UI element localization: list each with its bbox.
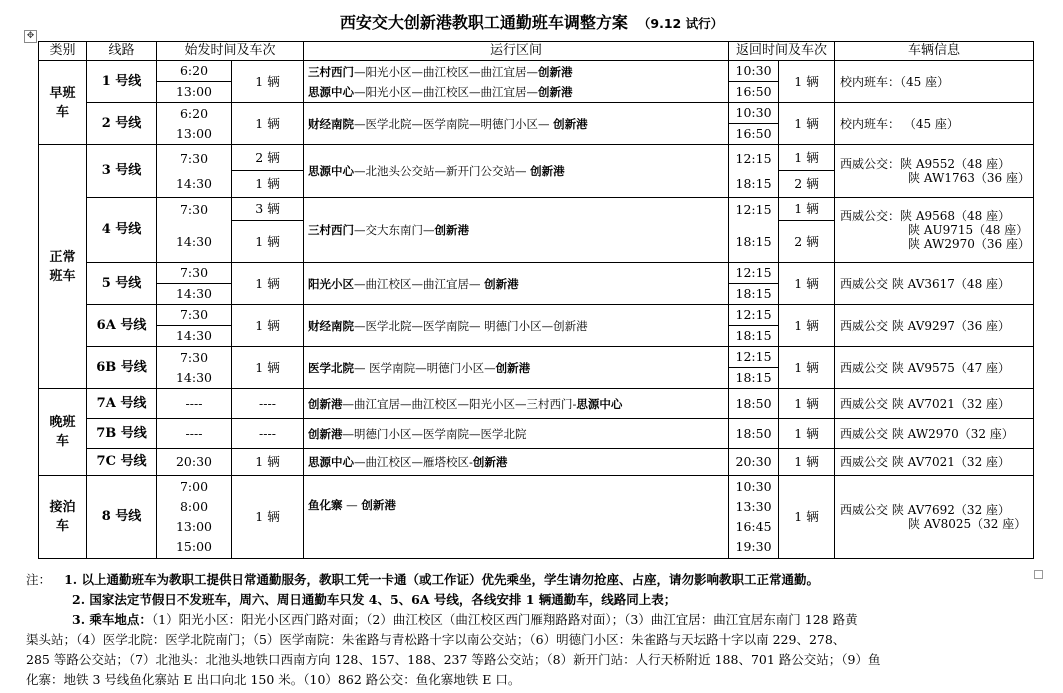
count-cell: 2 辆 [779, 220, 834, 262]
header-category: 类别 [39, 42, 87, 61]
category-normal: 正常 班车 [39, 145, 87, 389]
departure-counts [232, 145, 304, 198]
return-times [729, 305, 779, 347]
vehicle-line: 陕 AW2970（36 座） [908, 237, 1030, 251]
departure-times [157, 347, 232, 389]
table-row [39, 449, 1034, 476]
route-cell: 创新港—曲江宜居—曲江校区—阳光小区—三村西门-思源中心 [304, 389, 729, 419]
departure-count: 1 辆 [232, 305, 304, 347]
departure-count: 1 辆 [232, 61, 304, 103]
return-count: 1 辆 [779, 61, 835, 103]
time-cell: 16:50 [729, 81, 778, 102]
line-name: 6B 号线 [87, 347, 157, 389]
time-cell: 7:30 [179, 150, 209, 166]
route-cell: 医学北院— 医学南院—明德门小区—创新港 [304, 347, 729, 389]
table-row [39, 61, 1034, 103]
time-cell: 12:15 [735, 150, 772, 166]
line-name: 1 号线 [87, 61, 157, 103]
time-cell: 14:30 [157, 283, 231, 304]
title-trial-note: （9.12 试行） [637, 16, 724, 31]
time-cell: 18:15 [729, 325, 778, 346]
time-cell: 10:30 [735, 63, 772, 78]
departure-times [157, 476, 232, 559]
return-times [729, 145, 779, 198]
line-name: 8 号线 [87, 476, 157, 559]
count-cell: 1 辆 [232, 170, 303, 197]
departure-count: 1 辆 [232, 449, 304, 476]
return-times [729, 103, 779, 145]
vehicle-info: 西威公交 陕 AV7021（32 座） [835, 389, 1034, 419]
departure-times [157, 61, 232, 103]
return-times [729, 198, 779, 263]
return-count: 1 辆 [779, 389, 835, 419]
category-evening: 晚班 车 [39, 389, 87, 476]
return-times [729, 61, 779, 103]
table-header-row [39, 42, 1034, 61]
vehicle-info: 西威公交 陕 AV9575（47 座） [835, 347, 1034, 389]
vehicle-line: 西威公交：陕 A9552（48 座） [840, 157, 1011, 171]
route-cell: 阳光小区—曲江校区—曲江宜居— 创新港 [304, 263, 729, 305]
route-line: 思源中心—阳光小区—曲江校区—曲江宜居—创新港 [308, 84, 573, 99]
time-cell: 10:30 [735, 105, 772, 120]
vehicle-line: 陕 AU9715（48 座） [908, 223, 1029, 237]
route-cell: 鱼化寨 — 创新港 [304, 476, 729, 559]
vehicle-line: 陕 AW1763（36 座） [908, 171, 1030, 185]
time-cell: 15:00 [175, 539, 213, 554]
note-2: 2. 国家法定节假日不发班车，周六、周日通勤车只发 4、5、6A 号线，各线安排 1 辆通勤车，线路同上表； [72, 592, 677, 607]
table-row [39, 476, 1034, 559]
departure-count: 1 辆 [232, 263, 304, 305]
route-cell: 创新港—明德门小区—医学南院—医学北院 [304, 419, 729, 449]
count-cell: 2 辆 [779, 170, 834, 197]
route-cell: 思源中心—曲江校区—雁塔校区-创新港 [304, 449, 729, 476]
vehicle-info [835, 198, 1034, 263]
count-cell: 1 辆 [794, 150, 819, 165]
time-cell: 7:30 [179, 349, 209, 365]
return-counts [779, 145, 835, 198]
note-3-cont: 285 等路公交站；（7）北池头：北池头地铁口西南方向 128、157、188、237 等路公交站；（8）新开门站：人行天桥附近 188、701 路公交站；（9）鱼 [26, 652, 881, 667]
departure-times [157, 145, 232, 198]
route-cell: 财经南院—医学北院—医学南院— 明德门小区—创新港 [304, 305, 729, 347]
route-cell [304, 61, 729, 103]
table-row [39, 103, 1034, 145]
vehicle-info: 校内班车：（45 座） [835, 61, 1034, 103]
time-cell: 14:30 [157, 325, 231, 346]
return-count: 1 辆 [779, 347, 835, 389]
time-cell: 13:00 [175, 125, 213, 141]
line-name: 2 号线 [87, 103, 157, 145]
vehicle-line: 陕 AV8025（32 座） [908, 517, 1027, 531]
return-count: 1 辆 [779, 103, 835, 145]
table-row [39, 145, 1034, 198]
notes-prefix: 注： [26, 572, 52, 587]
time-cell: 6:20 [179, 63, 209, 78]
time-cell: 8:00 [179, 499, 209, 514]
return-times [729, 347, 779, 389]
vehicle-info: 西威公交 陕 AV7021（32 座） [835, 449, 1034, 476]
time-cell: 14:30 [175, 175, 213, 191]
return-count: 1 辆 [779, 419, 835, 449]
return-time: 20:30 [729, 449, 779, 476]
return-count: 1 辆 [779, 449, 835, 476]
time-cell: 7:30 [179, 201, 209, 217]
time-cell: 7:30 [179, 307, 209, 322]
departure-times [157, 198, 232, 263]
time-cell: 12:15 [735, 201, 772, 217]
count-cell: 1 辆 [232, 220, 303, 262]
time-cell: 18:15 [729, 367, 778, 388]
header-route: 运行区间 [304, 42, 729, 61]
table-row [39, 305, 1034, 347]
return-times [729, 476, 779, 559]
return-counts [779, 198, 835, 263]
time-cell: 7:00 [179, 479, 209, 494]
vehicle-info: 西威公交 陕 AV3617（48 座） [835, 263, 1034, 305]
route-cell: 财经南院—医学北院—医学南院—明德门小区— 创新港 [304, 103, 729, 145]
line-name: 4 号线 [87, 198, 157, 263]
time-cell: 18:15 [735, 233, 772, 249]
header-return: 返回时间及车次 [729, 42, 835, 61]
note-1-text: 1. 以上通勤班车为教职工提供日常通勤服务，教职工凭一卡通（或工作证）优先乘坐，学生请勿抢座、占座，请勿影响教职工正常通勤。 [64, 572, 819, 587]
schedule-table [38, 41, 1034, 559]
departure-time: ---- [157, 419, 232, 449]
line-name: 3 号线 [87, 145, 157, 198]
time-cell: 12:15 [735, 349, 772, 364]
table-row [39, 263, 1034, 305]
table-row [39, 419, 1034, 449]
category-early: 早班 车 [39, 61, 87, 145]
time-cell: 14:30 [175, 233, 213, 249]
time-cell: 19:30 [735, 539, 772, 554]
vehicle-info [835, 145, 1034, 198]
document-title [0, 10, 1063, 33]
departure-count: 1 辆 [232, 103, 304, 145]
note-3-cont: 渠头站；（4）医学北院：医学北院南门；（5）医学南院：朱雀路与青松路十字以南公交站；（6）明德门小区：朱雀路与天坛路十字以南 229、278、 [26, 632, 846, 647]
time-cell: 10:30 [735, 479, 772, 494]
time-cell: 16:45 [735, 519, 772, 534]
return-times [729, 263, 779, 305]
return-count: 1 辆 [779, 305, 835, 347]
line-name: 6A 号线 [87, 305, 157, 347]
return-count: 1 辆 [779, 476, 835, 559]
departure-count: 1 辆 [232, 476, 304, 559]
time-cell: 7:30 [179, 265, 209, 280]
vehicle-line: 西威公交 陕 AV7692（32 座） [840, 503, 1011, 517]
header-line: 线路 [87, 42, 157, 61]
line-name: 7B 号线 [87, 419, 157, 449]
vehicle-line: 西威公交：陕 A9568（48 座） [840, 209, 1011, 223]
time-cell: 13:00 [157, 81, 231, 102]
notes-section [26, 570, 1046, 690]
count-cell: 2 辆 [255, 150, 280, 165]
return-count: 1 辆 [779, 263, 835, 305]
time-cell: 13:30 [735, 499, 772, 514]
move-handle-icon[interactable]: ✥ [24, 30, 37, 43]
vehicle-info: 西威公交 陕 AW2970（32 座） [835, 419, 1034, 449]
header-vehicle: 车辆信息 [835, 42, 1034, 61]
departure-times [157, 103, 232, 145]
departure-time: 20:30 [157, 449, 232, 476]
table-row [39, 347, 1034, 389]
return-time: 18:50 [729, 389, 779, 419]
line-name: 7A 号线 [87, 389, 157, 419]
count-cell: 3 辆 [255, 201, 280, 216]
note-3 [26, 610, 1046, 630]
note-3-cont: 化寨：地铁 3 号线鱼化寨站 E 出口向北 150 米。（10）862 路公交：鱼化寨地铁 E 口。 [26, 672, 521, 687]
time-cell: 16:50 [729, 123, 778, 144]
line-name: 5 号线 [87, 263, 157, 305]
departure-count: 1 辆 [232, 347, 304, 389]
return-time: 18:50 [729, 419, 779, 449]
note-3-label: 3. 乘车地点： [72, 612, 152, 627]
header-departure: 始发时间及车次 [157, 42, 304, 61]
route-line: 三村西门—阳光小区—曲江校区—曲江宜居—创新港 [308, 64, 573, 79]
departure-time: ---- [157, 389, 232, 419]
time-cell: 18:15 [729, 283, 778, 304]
departure-count: ---- [232, 389, 304, 419]
time-cell: 14:30 [175, 369, 213, 385]
vehicle-info [835, 476, 1034, 559]
note-3-text: （1）阳光小区：阳光小区西门路对面；（2）曲江校区（曲江校区西门雁翔路路对面）；（3）曲江宜居：曲江宜居东南门 128 路黄 [151, 612, 858, 627]
title-text: 西安交大创新港教职工通勤班车调整方案 [339, 13, 628, 32]
table-row [39, 389, 1034, 419]
table-row [39, 198, 1034, 263]
time-cell: 6:20 [179, 105, 209, 121]
vehicle-info: 西威公交 陕 AV9297（36 座） [835, 305, 1034, 347]
time-cell: 12:15 [735, 307, 772, 322]
time-cell: 12:15 [735, 265, 772, 280]
note-1 [26, 570, 1046, 590]
time-cell: 18:15 [735, 175, 772, 191]
route-cell: 思源中心—北池头公交站—新开门公交站— 创新港 [304, 145, 729, 198]
departure-times [157, 263, 232, 305]
line-name: 7C 号线 [87, 449, 157, 476]
time-cell: 13:00 [175, 519, 213, 534]
departure-counts [232, 198, 304, 263]
count-cell: 1 辆 [794, 201, 819, 216]
category-shuttle: 接泊 车 [39, 476, 87, 559]
departure-times [157, 305, 232, 347]
departure-count: ---- [232, 419, 304, 449]
table-resize-handle[interactable] [1034, 570, 1043, 579]
route-cell: 三村西门—交大东南门—创新港 [304, 198, 729, 263]
vehicle-info: 校内班车： （45 座） [835, 103, 1034, 145]
